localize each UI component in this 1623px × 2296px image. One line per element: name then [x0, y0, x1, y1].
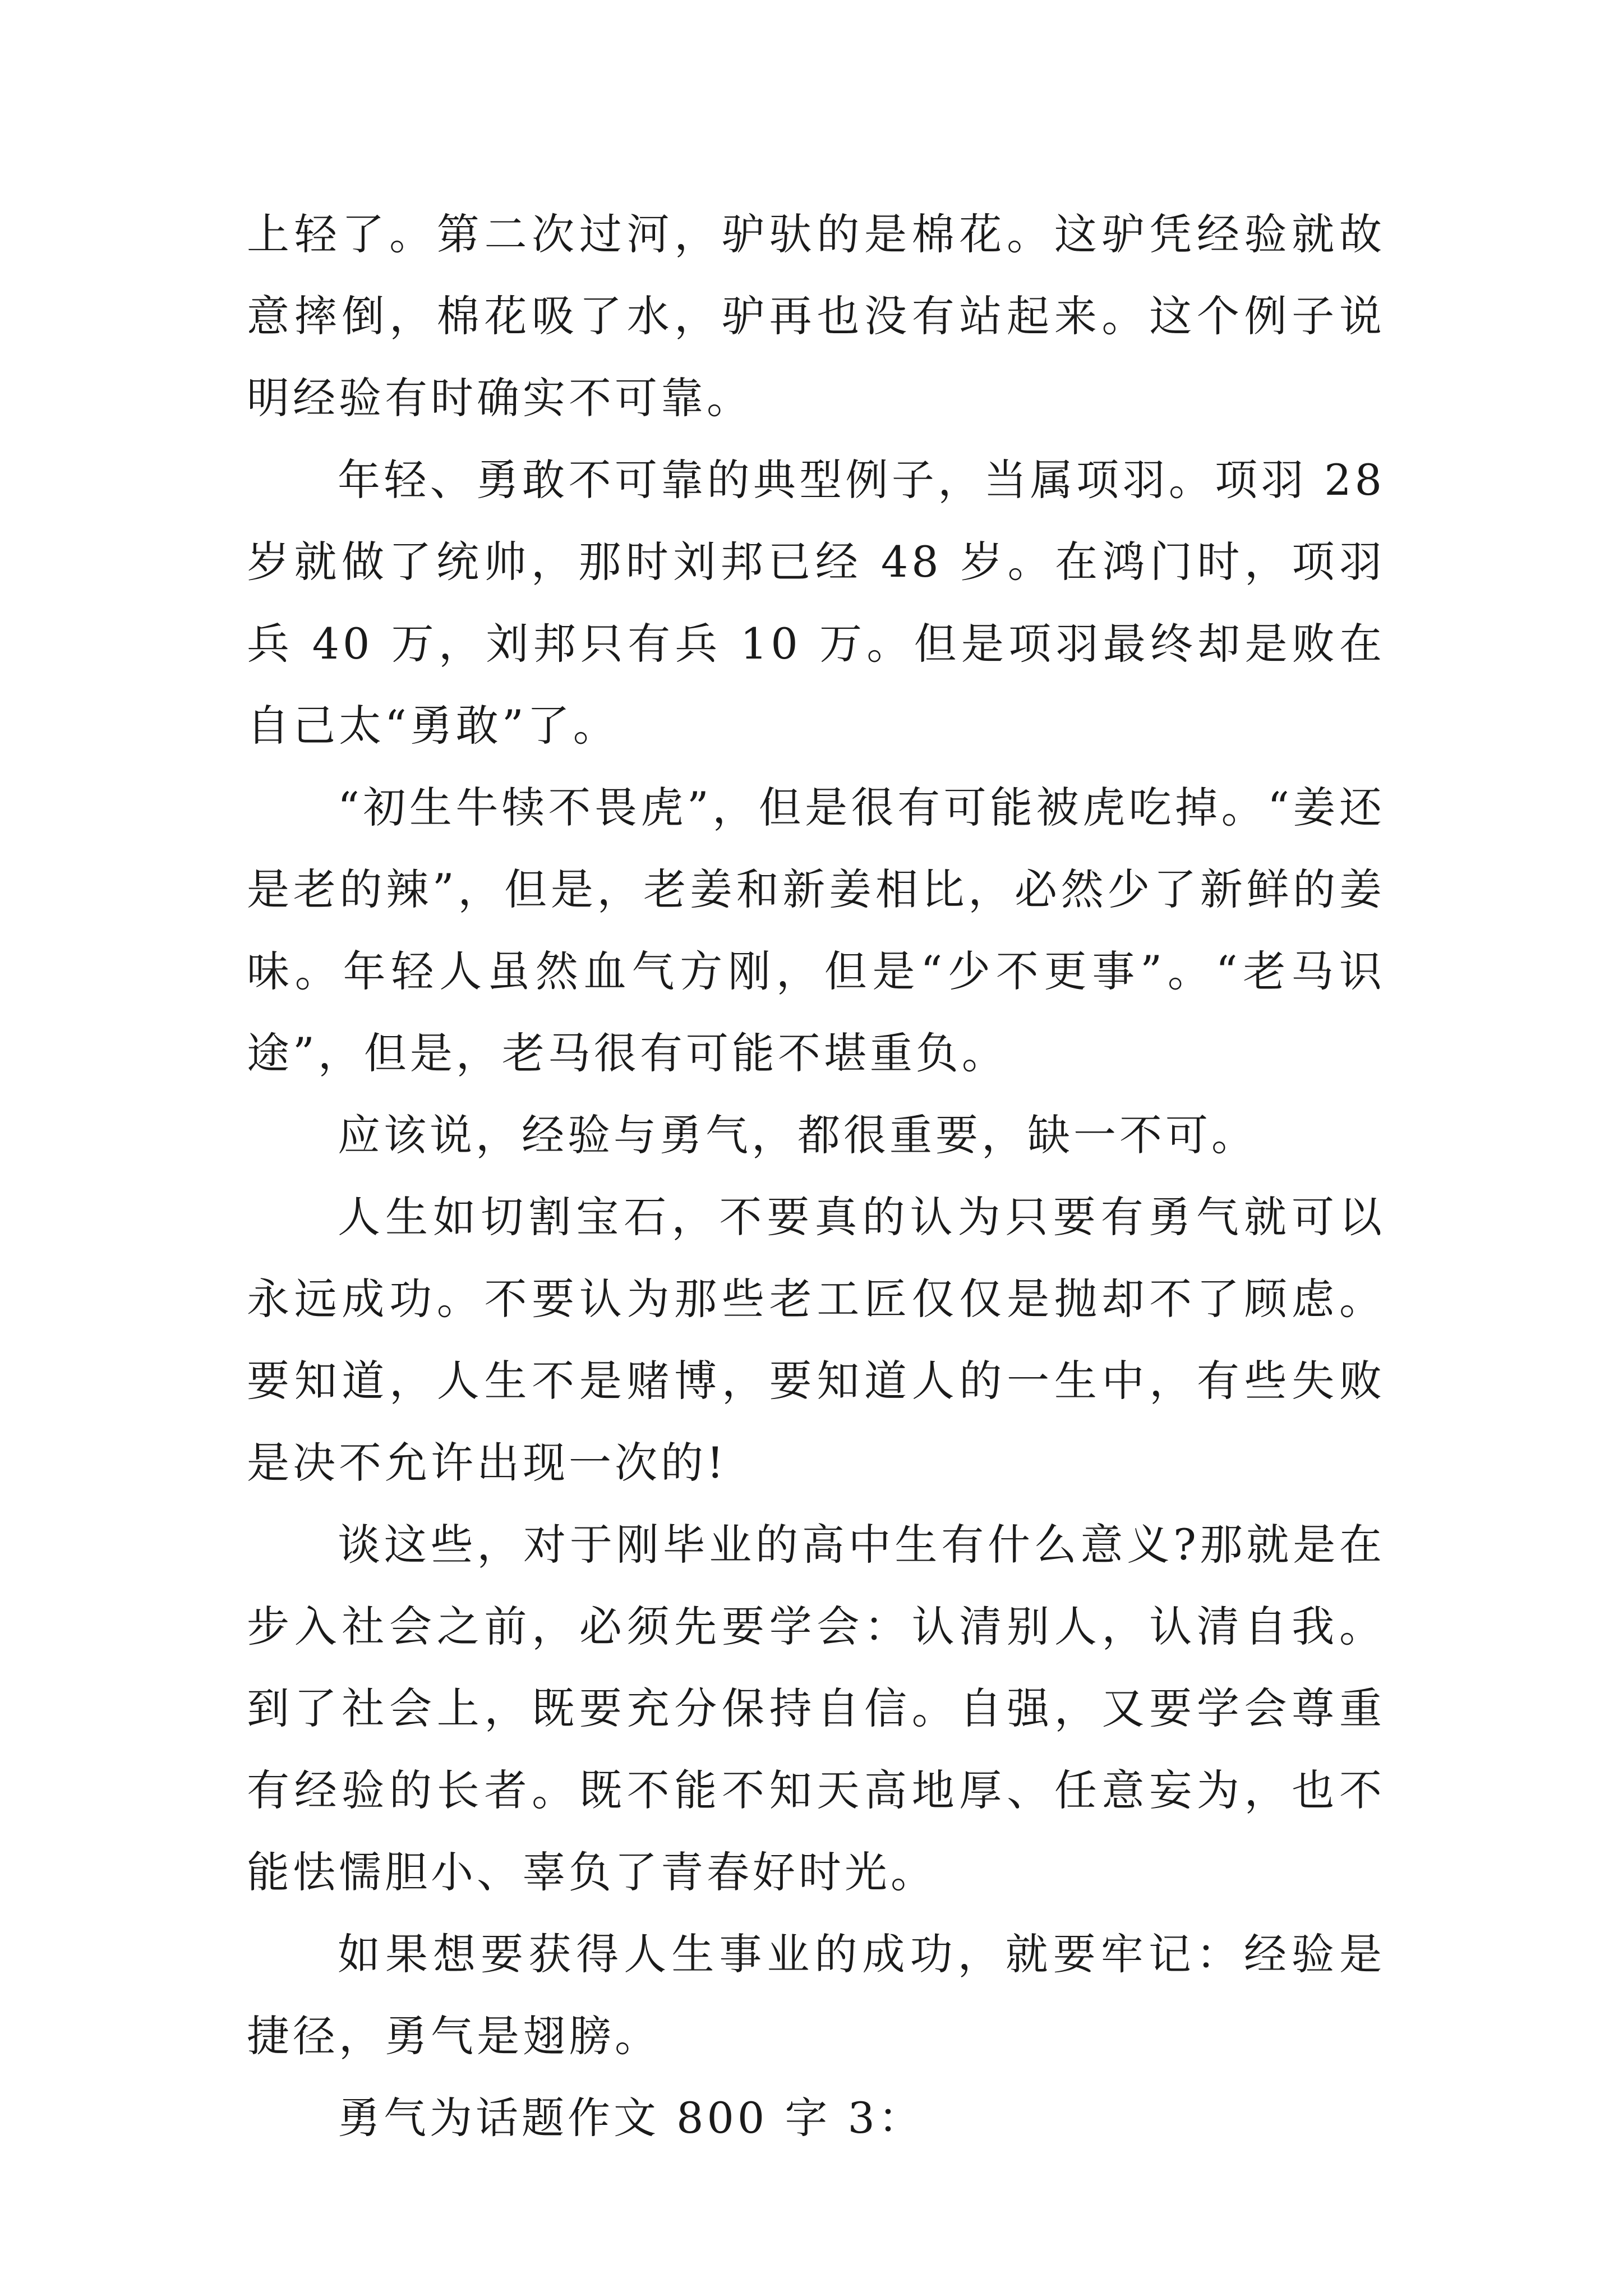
paragraph-4: 应该说，经验与勇气，都很重要，缺一不可。 [338, 1110, 1257, 1160]
section-heading: 勇气为话题作文 800 字 3： [338, 2093, 924, 2143]
paragraph-3: “初生牛犊不畏虎”，但是很有可能被虎吃掉。“姜还是老的辣”，但是，老姜和新姜相比，必然少了新鲜的姜味。年轻人虽然血气方刚，但是“少不更事”。“老马识途”，但是，老马很有可能不堪重负。 [247, 783, 1385, 1078]
paragraph-5: 人生如切割宝石，不要真的认为只要有勇气就可以永远成功。不要认为那些老工匠仅仅是抛却不了顾虑。要知道，人生不是赌博，要知道人的一生中，有些失败是决不允许出现一次的! [247, 1192, 1385, 1488]
document-body [247, 194, 1385, 2159]
paragraph-7: 如果想要获得人生事业的成功，就要牢记：经验是捷径，勇气是翅膀。 [247, 1929, 1385, 2061]
paragraph-6: 谈这些，对于刚毕业的高中生有什么意义?那就是在步入社会之前，必须先要学会：认清别人，认清自我。到了社会上，既要充分保持自信。自强，又要学会尊重有经验的长者。既不能不知天高地厚、任意妄为，也不能怯懦胆小、辜负了青春好时光。 [247, 1520, 1385, 1897]
paragraph-1: 上轻了。第二次过河，驴驮的是棉花。这驴凭经验就故意摔倒，棉花吸了水，驴再也没有站起来。这个例子说明经验有时确实不可靠。 [247, 209, 1385, 423]
paragraph-2: 年轻、勇敢不可靠的典型例子，当属项羽。项羽 28 岁就做了统帅，那时刘邦已经 48 岁。在鸿门时，项羽兵 40 万，刘邦只有兵 10 万。但是项羽最终却是败在自己太“勇敢”了。 [247, 455, 1385, 751]
